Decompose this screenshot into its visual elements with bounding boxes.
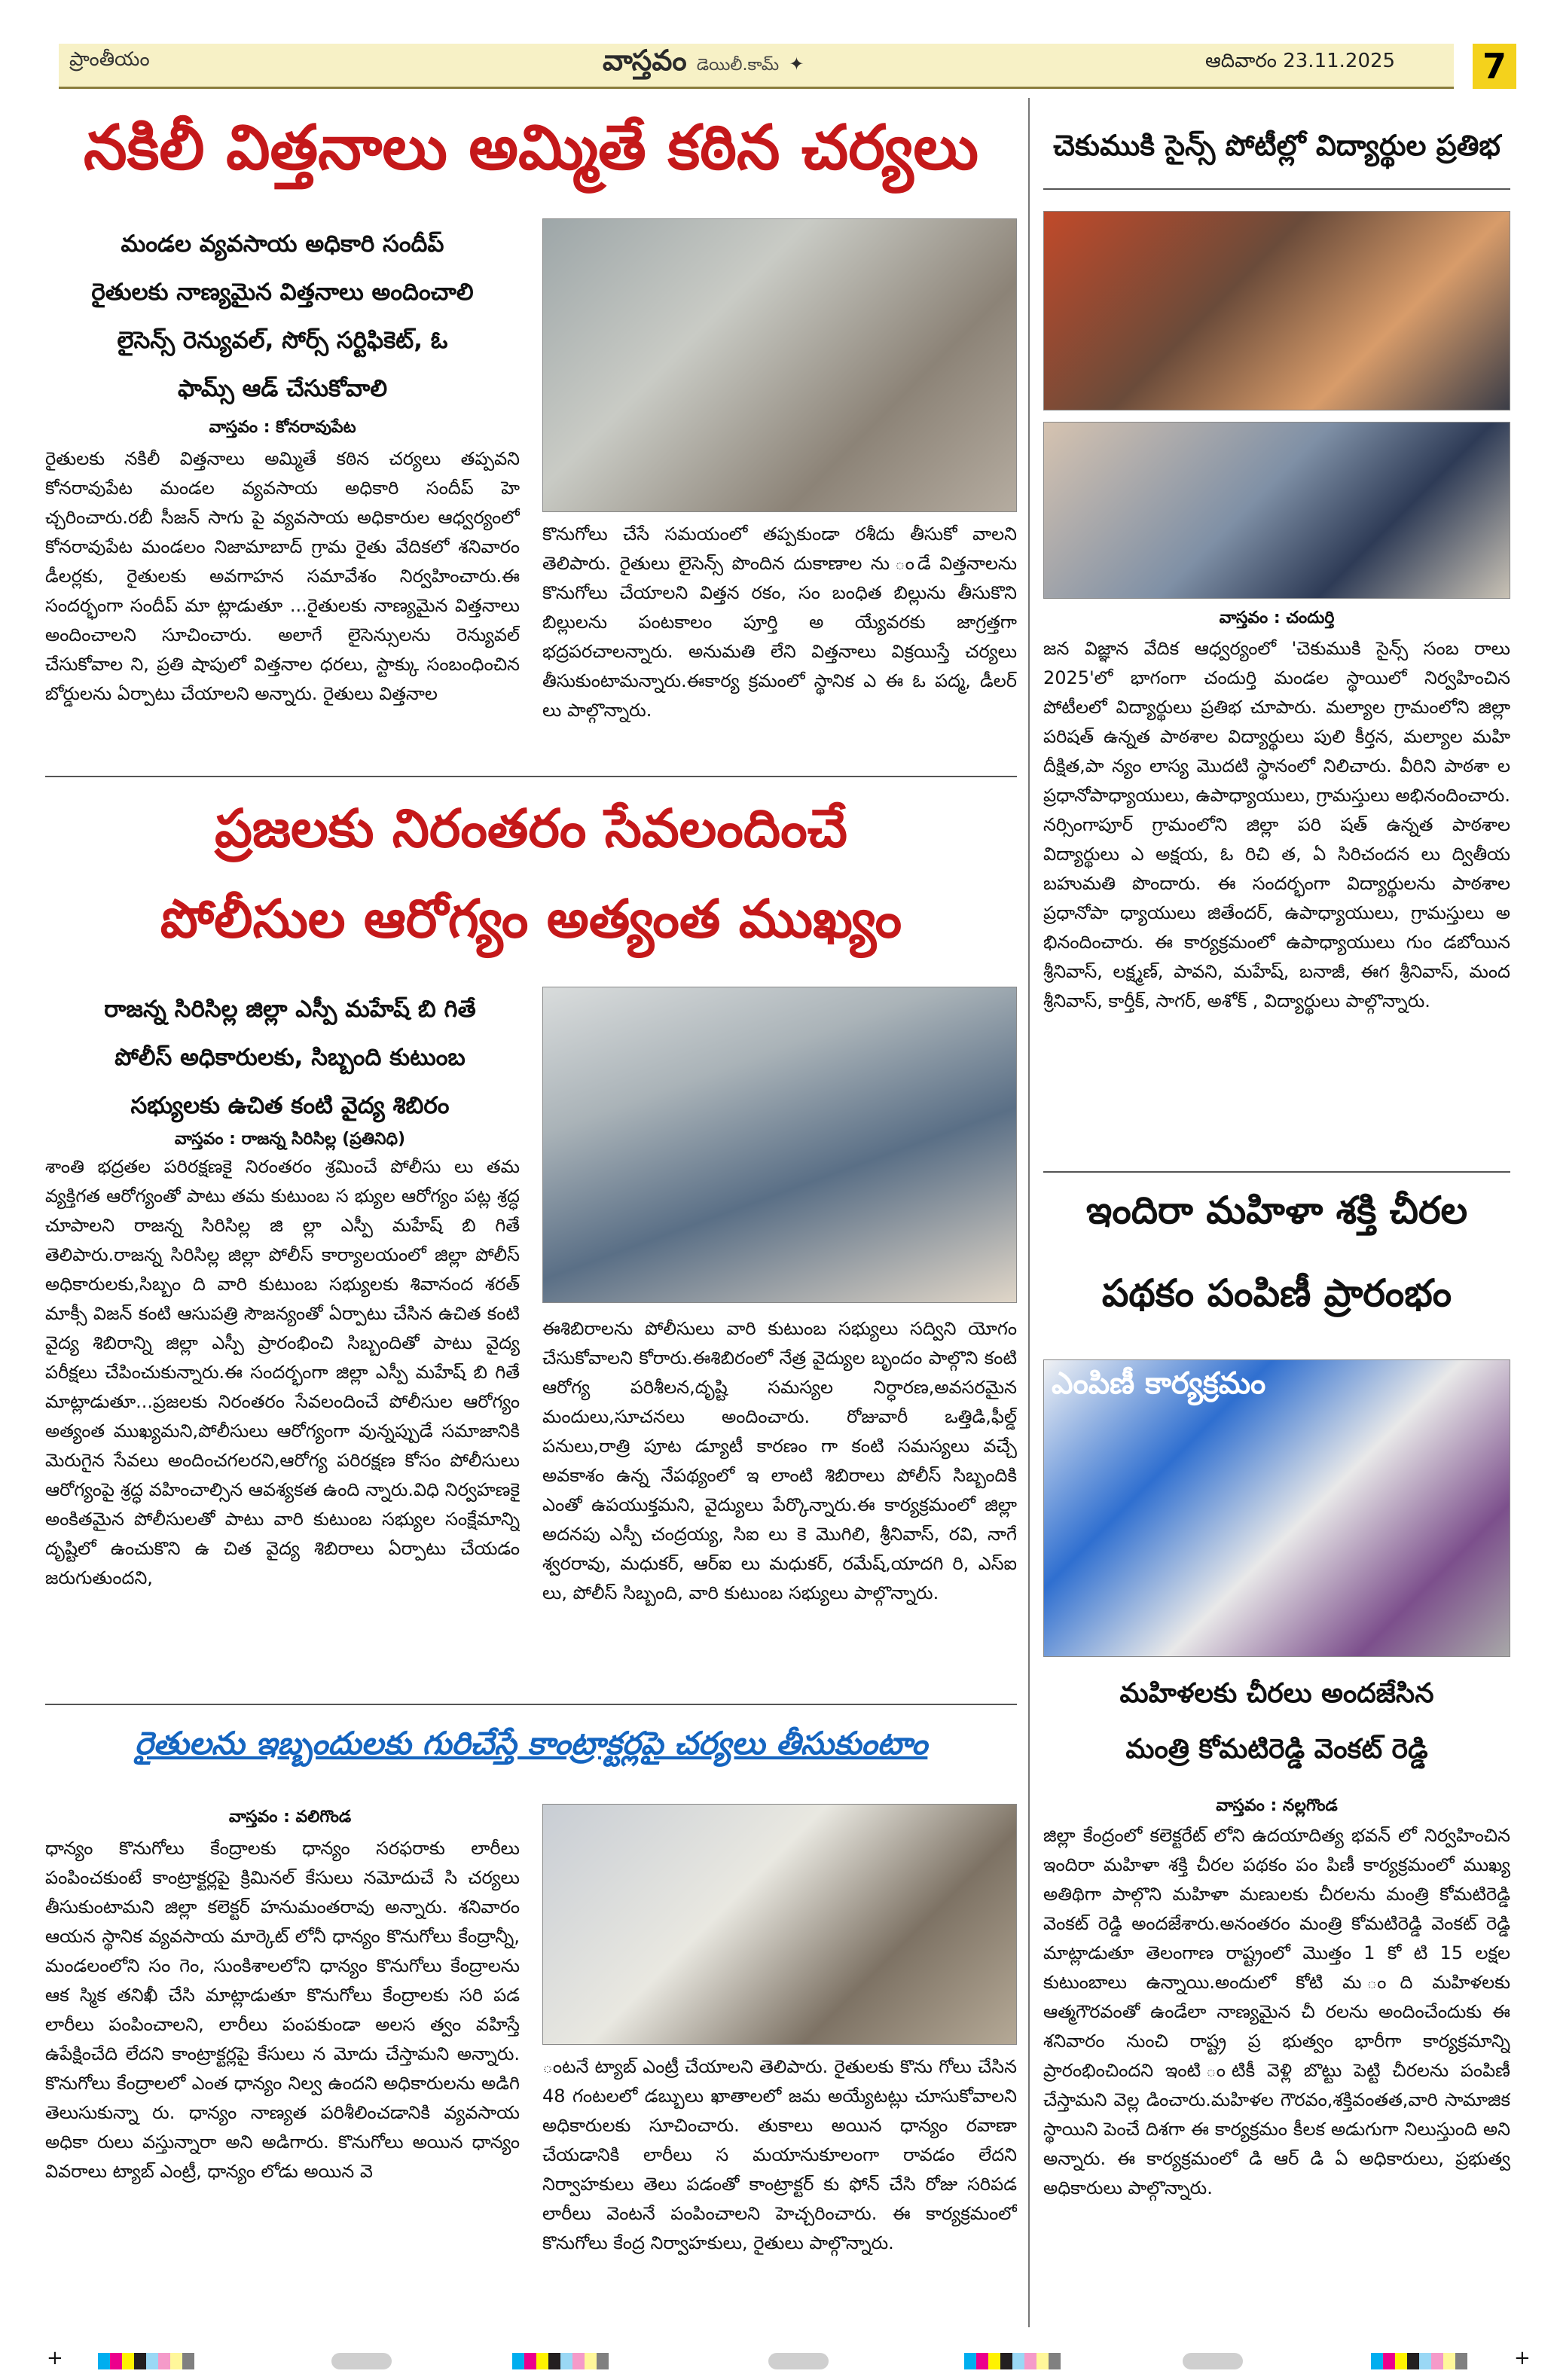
right2-headline-line2: పథకం పంపిణీ ప్రారంభం	[1101, 1271, 1452, 1315]
story2-col1: శాంతి భద్రతల పరిరక్షణకై నిరంతరం శ్రమించే పోలీసు లు తమ వ్యక్తిగత ఆరోగ్యంతో పాటు తమ కుటుంబ స భ్యుల ఆరోగ్యం పట్ల శ్రద్ధ చూపాలని రాజన్న సిరిసిల్ల జి ల్లా ఎస్పీ మహేష్ బి గితే తెలిపారు.రాజన్న సిరిసిల్ల జిల్లా పోలీస్ కార్యాలయంలో జిల్లా పోలీస్ అధికారులకు,సిబ్బం ది వారి కుటుంబ సభ్యులకు శివానంద శరత్ మాక్సీ విజన్ కంటి ఆసుపత్రి సౌజన్యంతో ఏర్పాటు చేసిన ఉచిత కంటి వైద్య శిబిరాన్ని జిల్లా ఎస్పీ ప్రారంభించి సిబ్బందితో పాటు వైద్య పరీక్షలు చేపించుకున్నారు.ఈ సందర్భంగా జిల్లా ఎస్పీ మహేష్ బి గితే మాట్లాడుతూ...ప్రజలకు నిరంతరం సేవలందించే పోలీసుల ఆరోగ్యం అత్యంత ముఖ్యమని,పోలీసులు ఆరోగ్యంగా వున్నప్పుడే సమాజానికి మెరుగైన సేవలు అందించగలరని,ఆరోగ్య పరిరక్షణ కోసం పోలీసులు ఆరోగ్యంపై శ్రద్ధ వహించాల్సిన ఆవశ్యకత ఉంది న్నారు.విధి నిర్వహణకై అంకితమైన పోలీసులతో పాటు వారి కుటుంబ సభ్యుల సంక్షేమాన్ని దృష్టిలో ఉంచుకొని ఉ చిత వైద్య శిబిరాలు ఏర్పాటు చేయడం జరుగుతుందని,	[45, 1156, 520, 1588]
right2-subhead-line2: మంత్రి కోమటిరెడ్డి వెంకట్ రెడ్డి	[1125, 1734, 1428, 1765]
color-bar	[964, 2353, 1061, 2369]
story2-dateline: వాస్తవం : రాజన్న సిరిసిల్ల (ప్రతినిధి)	[174, 1130, 406, 1149]
story1-subhead: ఫామ్స్ ఆడ్ చేసుకోవాలి	[177, 375, 388, 402]
section-label: ప్రాంతీయం	[69, 48, 150, 71]
right2-subhead-line1: మహిళలకు చీరలు అందజేసిన	[1119, 1678, 1434, 1709]
page-number: 7	[1473, 44, 1516, 89]
story2-photo	[542, 987, 1017, 1303]
story1-col2: కొనుగోలు చేసే సమయంలో తప్పకుండా రశీదు తీసుకో వాలని తెలిపారు. రైతులు లైసెన్స్ పొందిన దుకాణాల ను ండే విత్తనాలను కొనుగోలు చేయాలని విత్తన రకం, సం బంధిత బిల్లును తీసుకొని బిల్లులను పంటకాలం పూర్తి అ య్యేవరకు జాగ్రత్తగా భద్రపరచాలన్నారు. అనుమతి లేని విత్తనాలు విక్రయిస్తే చర్యలు తీసుకుంటామన్నారు.ఈకార్య క్రమంలో స్థానిక ఎ ఈ ఓ పద్మ, డీలర్ లు పాల్గొన్నారు.	[542, 523, 1017, 721]
bird-icon: ✦	[789, 53, 804, 75]
registration-pill	[331, 2353, 392, 2369]
masthead	[603, 44, 804, 84]
right1-photo-top	[1043, 211, 1510, 410]
registration-pill	[1183, 2353, 1243, 2369]
right1-body: జన విజ్ఞాన వేదిక ఆధ్వర్యంలో 'చెకుముకి సైన్స్ సంబ రాలు 2025'లో భాగంగా చందుర్తి మండల స్థాయిలో నిర్వహించిన పోటీలలో విద్యార్థులు ప్రతిభ చూపారు. మల్యాల గ్రామంలోని జిల్లా పరిషత్ ఉన్నత పాఠశాల విద్యార్థులు పులి కీర్తన, మల్యాల మహి దీక్షిత,పా న్యం లాస్య మొదటి స్థానంలో నిలిచారు. వీరిని పాఠశా ల ప్రధానోపాధ్యాయులు, ఉపాధ్యాయులు, గ్రామస్తులు అభినందించారు. నర్సింగాపూర్ గ్రామంలోని జిల్లా పరి షత్ ఉన్నత పాఠశాల విద్యార్థులు ఎ అక్షయ, ఓ రిచి త, ఏ సిరిచందన లు ద్వితీయ బహుమతి పొందారు. ఈ సందర్భంగా విద్యార్థులను పాఠశాల ప్రధానోపా ధ్యాయులు జితేందర్, ఉపాధ్యాయులు, గ్రామస్తులు అ భినందించారు. ఈ కార్యక్రమంలో ఉపాధ్యాయులు గుం డబోయిన శ్రీనివాస్, లక్ష్మణ్, పావని, మహేష్, బనాజీ, ఈగ శ్రీనివాస్, మంద శ్రీనివాస్, కార్తీక్, సాగర్, అశోక్ , విద్యార్థులు పాల్గొన్నారు.	[1043, 638, 1510, 1012]
issue-date: ఆదివారం 23.11.2025	[1205, 50, 1396, 72]
story1-subheads	[53, 220, 512, 413]
masthead-title: వాస్తవం	[603, 44, 687, 77]
right2-dateline: వాస్తవం : నల్లగొండ	[1216, 1796, 1338, 1815]
registration-mark-icon: +	[1514, 2347, 1531, 2369]
story2-subhead: రాజన్న సిరిసిల్ల జిల్లా ఎస్పీ మహేష్ బి గితే	[104, 996, 476, 1023]
right1-rule	[1043, 188, 1510, 190]
story3-headline: రైతులను ఇబ్బందులకు గురిచేస్తే కాంట్రాక్టర్లపై చర్యలు తీసుకుంటాం	[134, 1725, 928, 1762]
story2-subhead: పోలీస్ అధికారులకు, సిబ్బంది కుటుంబ	[114, 1044, 466, 1071]
color-bar	[98, 2353, 194, 2369]
column-divider	[1028, 98, 1030, 2327]
story1-subhead: రైతులకు నాణ్యమైన విత్తనాలు అందించాలి	[91, 279, 474, 306]
story3-photo	[542, 1804, 1017, 2045]
story2-subhead: సభ్యులకు ఉచిత కంటి వైద్య శిబిరం	[130, 1092, 450, 1119]
story1-divider	[45, 776, 1017, 777]
story2-subheads	[53, 985, 527, 1130]
photo-banner-text: ఎంపిణీ కార్యక్రమం	[1052, 1366, 1266, 1401]
right2-body: జిల్లా కేంద్రంలో కలెక్టరేట్ లోని ఉదయాదిత్య భవన్ లో నిర్వహించిన ఇందిరా మహిళా శక్తి చీరల పథకం పం పిణీ కార్యక్రమంలో ముఖ్య అతిథిగా పాల్గొని మహిళా మణులకు చీరలను మంత్రి కోమటిరెడ్డి వెంకట్ రెడ్డి అందజేశారు.అనంతరం మంత్రి కోమటిరెడ్డి వెంకట్ రెడ్డి మాట్లాడుతూ తెలంగాణ రాష్ట్రంలో మొత్తం 1 కో టి 15 లక్షల కుటుంబాలు ఉన్నాయి.అందులో కోటి మ ంది మహిళలకు ఆత్మగౌరవంతో ఉండేలా నాణ్యమైన చీ రలను అందించేందుకు ఈ శనివారం నుంచి రాష్ట్ర ప్ర భుత్వం భారీగా కార్యక్రమాన్ని ప్రారంభించిందని ఇంటి ంటికీ వెళ్లి బొట్టు పెట్టి చీరలను పంపిణీ చేస్తామని వెల్ల డించారు.మహిళల గౌరవం,శక్తివంతత,వారి సామాజిక స్థాయిని పెంచే దిశగా ఈ కార్యక్రమం కీలక అడుగుగా నిలుస్తుంది అని అన్నారు. ఈ కార్యక్రమంలో డి ఆర్ డి ఏ అధికారులు, ప్రభుత్వ అధికారులు పాల్గొన్నారు.	[1043, 1825, 1510, 2198]
story1-headline: నకిలీ విత్తనాలు అమ్మితే కఠిన చర్యలు	[84, 112, 978, 184]
story1-col1: రైతులకు నకిలీ విత్తనాలు అమ్మితే కఠిన చర్యలు తప్పవని కోనరావుపేట మండల వ్యవసాయ అధికారి సందీప్ హె చ్చరించారు.రబీ సీజన్ సాగు పై వ్యవసాయ అధికారుల ఆధ్వర్యంలో కోనరావుపేట మండలం నిజామాబాద్ గ్రామ రైతు వేదికలో శనివారం డీలర్లకు, రైతులకు అవగాహన సమావేశం నిర్వహించారు.ఈ సందర్భంగా సందీప్ మా ట్లాడుతూ ...రైతులకు నాణ్యమైన విత్తనాలు అందించాలని సూచించారు. అలాగే లైసెన్సులను రెన్యువల్ చేసుకోవాల ని, ప్రతి షాపులో విత్తనాల ధరలు, స్టాక్కు సంబంధించిన బోర్డులను ఏర్పాటు చేయాలని అన్నారు. రైతులు విత్తనాల	[45, 448, 520, 704]
story2-headline-line1: ప్రజలకు నిరంతరం సేవలందించే	[215, 798, 847, 859]
story2-headline-line2: పోలీసుల ఆరోగ్యం అత్యంత ముఖ్యం	[160, 888, 902, 950]
right1-photo-bottom	[1043, 422, 1510, 599]
story1-photo	[542, 218, 1017, 512]
story3-dateline: వాస్తవం : వలిగొండ	[228, 1808, 352, 1826]
story2-divider	[45, 1704, 1017, 1705]
masthead-sub: డెయిలీ.కామ్	[696, 56, 780, 75]
color-bar	[1371, 2353, 1467, 2369]
right1-divider	[1043, 1171, 1510, 1173]
story1-subhead: మండల వ్యవసాయ అధికారి సందీప్	[121, 230, 444, 258]
registration-pill	[768, 2353, 829, 2369]
story3-col1: ధాన్యం కొనుగోలు కేంద్రాలకు ధాన్యం సరఫరాకు లారీలు పంపించకుంటే కాంట్రాక్టర్లపై క్రిమినల్ కేసులు నమోదుచే సి చర్యలు తీసుకుంటామని జిల్లా కలెక్టర్ హనుమంతరావు అన్నారు. శనివారం ఆయన స్థానిక వ్యవసాయ మార్కెట్ లోనీ ధాన్యం కొనుగోలు కేంద్రాన్నీ, మండలంలోని సం గెం, సుంకిశాలలోని ధాన్యం కొనుగోలు కేంద్రాలను ఆక స్మిక తనిఖీ చేసి మాట్లాడుతూ కొనుగోలు కేంద్రాలకు సరి పడ లారీలు పంపించాలని, లారీలు పంపకుండా అలస త్వం వహిస్తే ఉపేక్షించేది లేదని కాంట్రాక్టర్లపై కేసులు న మోదు చేస్తామని అన్నారు. కొనుగోలు కేంద్రాలలో ఎంత ధాన్యం నిల్వ ఉందని అధికారులను అడిగి తెలుసుకున్నా రు. ధాన్యం నాణ్యత పరిశీలించడానికి వ్యవసాయ అధికా రులు వస్తున్నారా అని అడిగారు. కొనుగోలు అయిన ధాన్యం వివరాలు ట్యాబ్ ఎంట్రీ, ధాన్యం లోడు అయిన వె	[45, 1838, 520, 2182]
right1-headline: చెకుముకి సైన్స్ పోటీల్లో విద్యార్థుల ప్రతిభ	[1053, 129, 1501, 162]
story3-col2: ంటనే ట్యాబ్ ఎంట్రీ చేయాలని తెలిపారు. రైతులకు కొను గోలు చేసిన 48 గంటలలో డబ్బులు ఖాతాలలో జమ అయ్యేటట్లు చూసుకోవాలని అధికారులకు సూచించారు. తుకాలు అయిన ధాన్యం రవాణా చేయడానికి లారీలు స మయానుకూలంగా రావడం లేదని నిర్వాహకులు తెలు పడంతో కాంట్రాక్టర్ కు ఫోన్ చేసి రోజు సరిపడ లారీలు వెంటనే పంపించాలని హెచ్చరించారు. ఈ కార్యక్రమంలో కొనుగోలు కేంద్ర నిర్వాహకులు, రైతులు పాల్గొన్నారు.	[542, 2056, 1017, 2253]
story2-col2: ఈశిబిరాలను పోలీసులు వారి కుటుంబ సభ్యులు సద్విని యోగం చేసుకోవాలని కోరారు.ఈశిబిరంలో నేత్ర వైద్యుల బృందం పాల్గొని కంటి ఆరోగ్య పరిశీలన,దృష్టి సమస్యల నిర్ధారణ,అవసరమైన మందులు,సూచనలు అందించారు. రోజువారీ ఒత్తిడి,ఫీల్డ్ పనులు,రాత్రి పూట డ్యూటీ కారణం గా కంటి సమస్యలు వచ్చే అవకాశం ఉన్న నేపథ్యంలో ఇ లాంటి శిబిరాలు పోలీస్ సిబ్బందికి ఎంతో ఉపయుక్తమని, వైద్యులు పేర్కొన్నారు.ఈ కార్యక్రమంలో జిల్లా అదనపు ఎస్పీ చంద్రయ్య, సిఐ లు కె మొగిలి, శ్రీనివాస్, రవి, నాగే శ్వరరావు, మధుకర్, ఆర్ఐ లు మధుకర్, రమేష్,యాదగి రి, ఎస్ఐ లు, పోలీస్ సిబ్బంది, వారి కుటుంబ సభ్యులు పాల్గొన్నారు.	[542, 1318, 1017, 1603]
story1-dateline: వాస్తవం : కోనరావుపేట	[209, 418, 356, 437]
registration-mark-icon: +	[47, 2347, 63, 2369]
story1-subhead: లైసెన్స్ రెన్యువల్, సోర్స్ సర్టిఫికెట్, ఓ	[117, 327, 448, 354]
registration-strip	[0, 2342, 1557, 2380]
color-bar	[512, 2353, 609, 2369]
right1-dateline: వాస్తవం : చందుర్తి	[1219, 609, 1335, 627]
right2-headline-line1: ఇందిరా మహిళా శక్తి చీరల	[1085, 1188, 1468, 1232]
right2-photo	[1043, 1359, 1510, 1657]
